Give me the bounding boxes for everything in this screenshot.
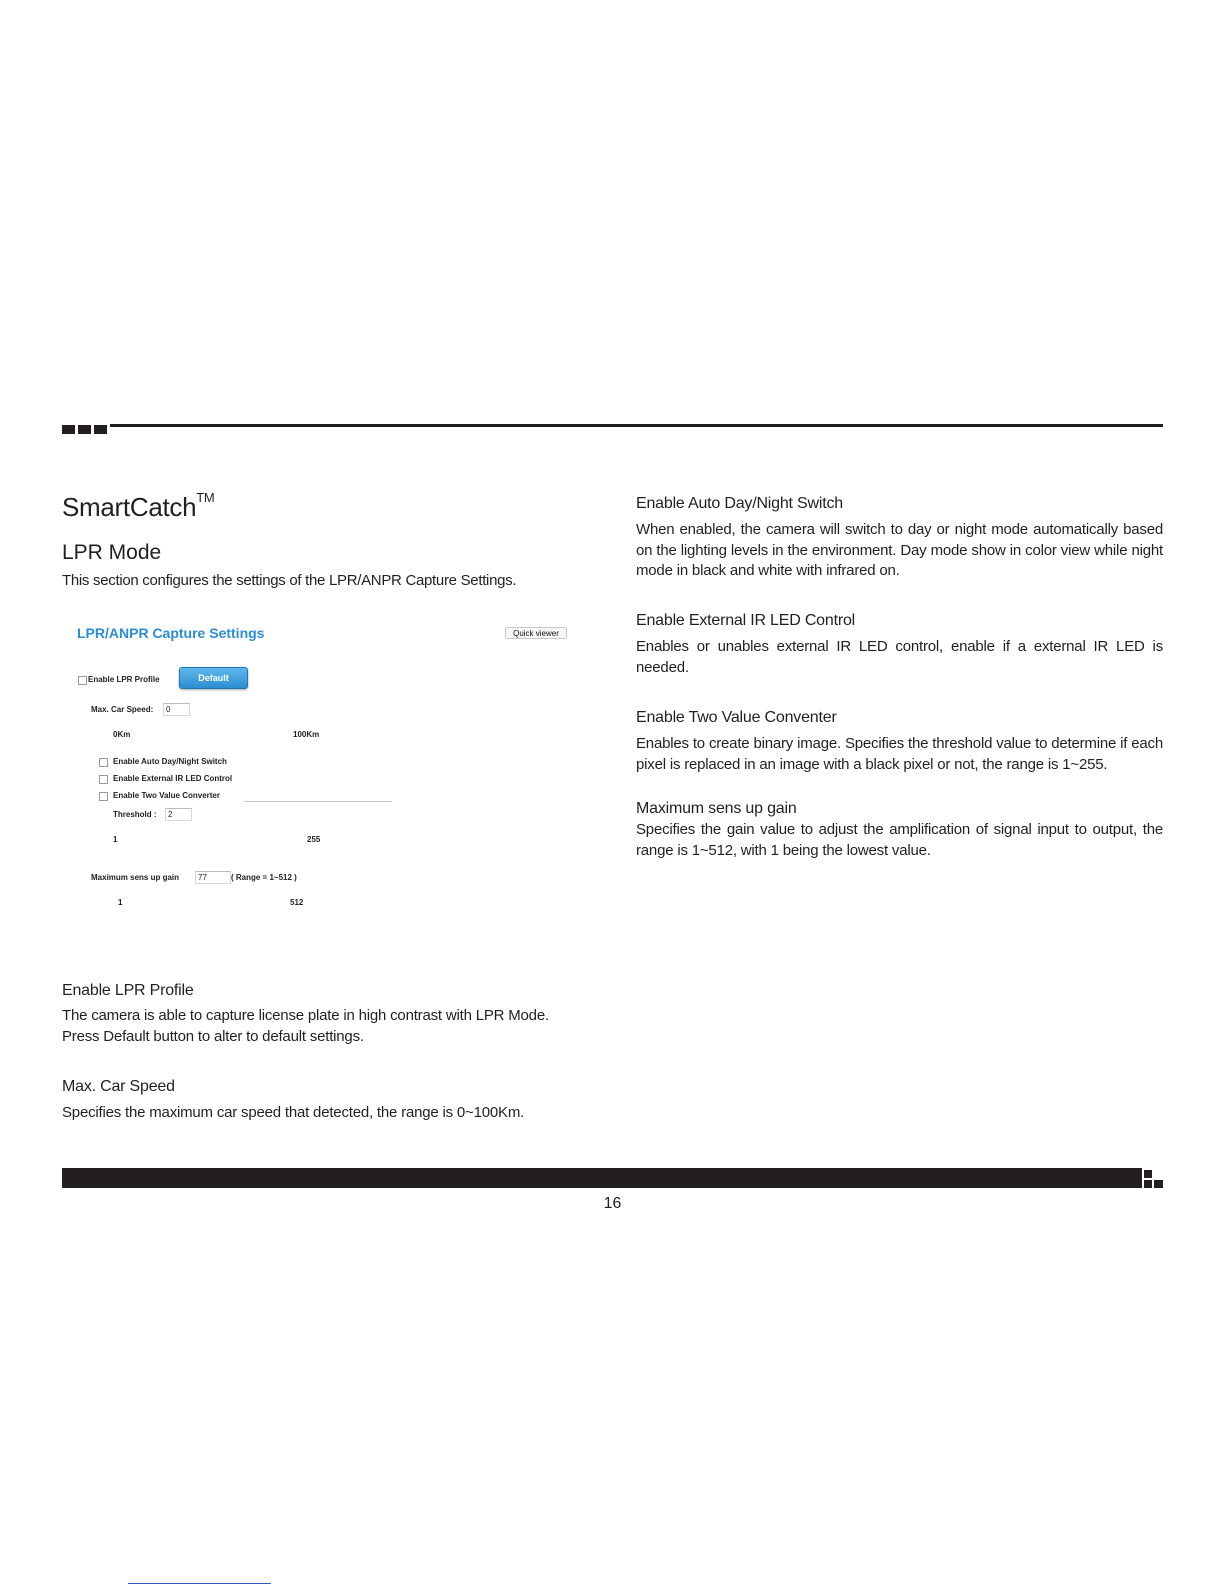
default-button[interactable]: Default (179, 667, 248, 689)
link-underline (128, 1583, 271, 1584)
page-number: 16 (603, 1195, 622, 1212)
sens-min-label: 1 (118, 898, 123, 907)
max-car-speed-heading: Max. Car Speed (62, 1078, 175, 1095)
capture-settings-heading: LPR/ANPR Capture Settings (77, 625, 265, 641)
page-title-text: SmartCatch (62, 492, 197, 522)
sens-max-label: 512 (290, 898, 304, 907)
threshold-max-label: 255 (307, 835, 321, 844)
page-title (62, 492, 214, 523)
sens-up-input[interactable]: 77 (195, 871, 231, 884)
auto-day-night-heading: Enable Auto Day/Night Switch (636, 495, 843, 512)
header-block-3 (94, 425, 107, 434)
intro-text: This section configures the settings of the LPR/ANPR Capture Settings. (62, 572, 517, 589)
footer-bar (62, 1168, 1142, 1188)
footer-square-2 (1144, 1180, 1152, 1188)
sens-up-heading: Maximum sens up gain (636, 800, 797, 817)
threshold-label: Threshold : (113, 810, 157, 819)
quick-viewer-button[interactable]: Quick viewer (505, 627, 567, 639)
max-car-speed-input[interactable]: 0 (163, 703, 190, 716)
sens-up-body: Specifies the gain value to adjust the amplification of signal input to output, the range is 1~512, with 1 being the lowest value. (636, 821, 1163, 859)
settings-screenshot (72, 612, 577, 932)
speed-max-label: 100Km (293, 730, 320, 739)
auto-day-night-checkbox[interactable] (99, 758, 108, 767)
auto-day-night-body: When enabled, the camera will switch to day or night mode automatically based on the lighting levels in the environment. Day mode show in color view while night mode in black and white with infrared on. (636, 521, 1163, 579)
enable-lpr-profile-label: Enable LPR Profile (88, 675, 160, 684)
header-block-2 (78, 425, 91, 434)
threshold-min-label: 1 (113, 835, 118, 844)
two-value-body: Enables to create binary image. Specifies the threshold value to determine if each pixel is replaced in an image with a black pixel or not, the range is 1~255. (636, 735, 1163, 773)
two-value-divider (244, 801, 392, 802)
speed-min-label: 0Km (113, 730, 131, 739)
sens-up-range: ( Range = 1~512 ) (231, 873, 297, 882)
footer-square-3 (1154, 1180, 1163, 1188)
external-ir-body: Enables or unables external IR LED control, enable if a external IR LED is needed. (636, 638, 1163, 676)
external-ir-heading: Enable External IR LED Control (636, 612, 856, 629)
lpr-profile-body: The camera is able to capture license plate in high contrast with LPR Mode. Press Default button to alter to default settings. (62, 1007, 549, 1045)
header-block-1 (62, 425, 75, 434)
footer-square-1 (1144, 1170, 1152, 1178)
header-rule (110, 424, 1163, 427)
two-value-label: Enable Two Value Converter (113, 791, 220, 800)
two-value-checkbox[interactable] (99, 792, 108, 801)
external-ir-label: Enable External IR LED Control (113, 774, 233, 783)
max-car-speed-label: Max. Car Speed: (91, 705, 154, 714)
threshold-input[interactable]: 2 (165, 808, 192, 821)
lpr-profile-heading: Enable LPR Profile (62, 982, 194, 999)
external-ir-checkbox[interactable] (99, 775, 108, 784)
enable-lpr-profile-checkbox[interactable] (78, 676, 87, 685)
two-value-heading: Enable Two Value Conventer (636, 709, 837, 726)
auto-day-night-label: Enable Auto Day/Night Switch (113, 757, 227, 766)
trademark-sup: TM (196, 490, 215, 505)
max-car-speed-body: Specifies the maximum car speed that detected, the range is 0~100Km. (62, 1104, 525, 1121)
sens-up-label: Maximum sens up gain (91, 873, 180, 882)
section-subtitle: LPR Mode (62, 541, 162, 564)
